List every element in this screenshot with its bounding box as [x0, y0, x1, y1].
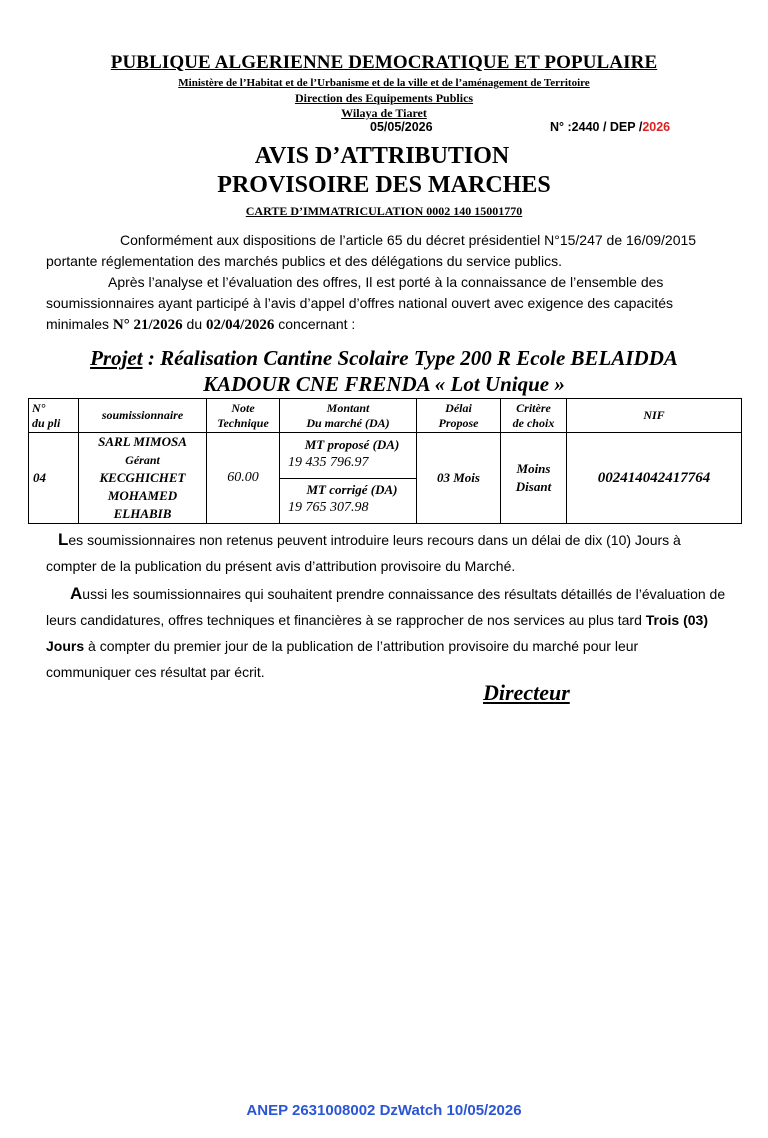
reference-prefix: N° :2440 / DEP /	[550, 120, 643, 134]
header-montant: Montant Du marché (DA)	[280, 399, 417, 433]
intro-concernant: concernant :	[274, 316, 356, 332]
cell-soumissionnaire: SARL MIMOSA Gérant KECGHICHET MOHAMED ELHABIB	[79, 433, 207, 524]
resultats-paragraph	[46, 581, 726, 685]
registration-card: CARTE D’IMMATRICULATION 0002 140 15001770	[245, 204, 523, 218]
header-nif: NIF	[567, 399, 742, 433]
mt-propose-value: 19 435 796.97	[288, 455, 369, 470]
recours-initial: L	[58, 530, 69, 549]
intro-du: du	[182, 316, 207, 332]
project-line-1: : Réalisation Cantine Scolaire Type 200 R Ecole BELAIDDA	[142, 346, 678, 370]
signature-title: Directeur	[483, 680, 570, 705]
resultats-text-2: à compter du premier jour de la publication de l’attribution provisoire du marché pour leur communiquer ces résultat par écrit.	[46, 638, 639, 680]
recours-paragraph	[46, 527, 726, 579]
project-title	[0, 345, 768, 397]
mt-corrige-box	[280, 478, 416, 522]
intro-part-1: Conformément aux dispositions de l’article 65 du décret présidentiel N°15/247 de 16/09/2015 portante réglementation des marchés publics et des délégations du service publics.	[46, 232, 697, 269]
avis-number: N° 21/2026	[112, 317, 183, 333]
cell-note: 60.00	[207, 433, 280, 524]
intro-paragraph	[46, 230, 726, 336]
results-table	[28, 398, 742, 524]
cell-no: 04	[29, 433, 79, 524]
table-row	[29, 433, 742, 524]
direction-line: Direction des Equipements Publics	[294, 91, 474, 105]
title-line-1: AVIS D’ATTRIBUTION	[254, 143, 510, 169]
recours-text: es soumissionnaires non retenus peuvent introduire leurs recours dans un délai de dix (10) Jours à compter de la publication du présent avis d’attribution provisoire du Marché.	[46, 532, 681, 574]
mt-propose-label: MT proposé (DA)	[304, 437, 400, 452]
cell-montant	[280, 433, 417, 524]
wilaya-line: Wilaya de Tiaret	[341, 106, 427, 120]
intro-part-2: Après l’analyse et l’évaluation des offres, Il est porté à la connaissance de l’ensemble des soumissionnaires ayant participé à l’avis d’appel d’offres national ouvert avec exigence des capacités minimales	[46, 274, 673, 332]
title-line-2: PROVISOIRE DES MARCHES	[217, 172, 551, 198]
cell-delai: 03 Mois	[417, 433, 501, 524]
resultats-initial: A	[70, 584, 83, 603]
avis-date: 02/04/2026	[206, 317, 275, 333]
mt-corrige-label: MT corrigé (DA)	[306, 482, 398, 497]
ministry-line: Ministère de l’Habitat et de l’Urbanisme et de la ville et de l’aménagement de Territoire	[178, 77, 590, 89]
mt-propose-box	[280, 434, 416, 478]
resultats-deadline: Trois (03) Jours	[46, 612, 708, 654]
cell-critere: Moins Disant	[501, 433, 567, 524]
footer-publication: ANEP 2631008002 DzWatch 10/05/2026	[246, 1102, 522, 1119]
project-line-2: KADOUR CNE FRENDA « Lot Unique »	[203, 372, 565, 396]
reference-year: 2026	[642, 120, 671, 134]
table-header-row	[29, 399, 742, 433]
reference-number	[550, 120, 670, 134]
header-no: N° du pli	[29, 399, 79, 433]
republic-header: PUBLIQUE ALGERIENNE DEMOCRATIQUE ET POPULAIRE	[110, 52, 658, 73]
header-critere: Critère de choix	[501, 399, 567, 433]
header-note: Note Technique	[207, 399, 280, 433]
project-label: Projet	[90, 346, 143, 370]
header-soumissionnaire: soumissionnaire	[79, 399, 207, 433]
header-delai: Délai Propose	[417, 399, 501, 433]
document-date: 05/05/2026	[370, 120, 433, 134]
cell-nif: 002414042417764	[567, 433, 742, 524]
mt-corrige-value: 19 765 307.98	[288, 500, 369, 515]
resultats-text-1: ussi les soumissionnaires qui souhaitent prendre connaissance des résultats détaillés de l’évaluation de leurs candidatures, offres techniques et financières à se rapprocher de nos services au plus tard	[46, 586, 726, 628]
